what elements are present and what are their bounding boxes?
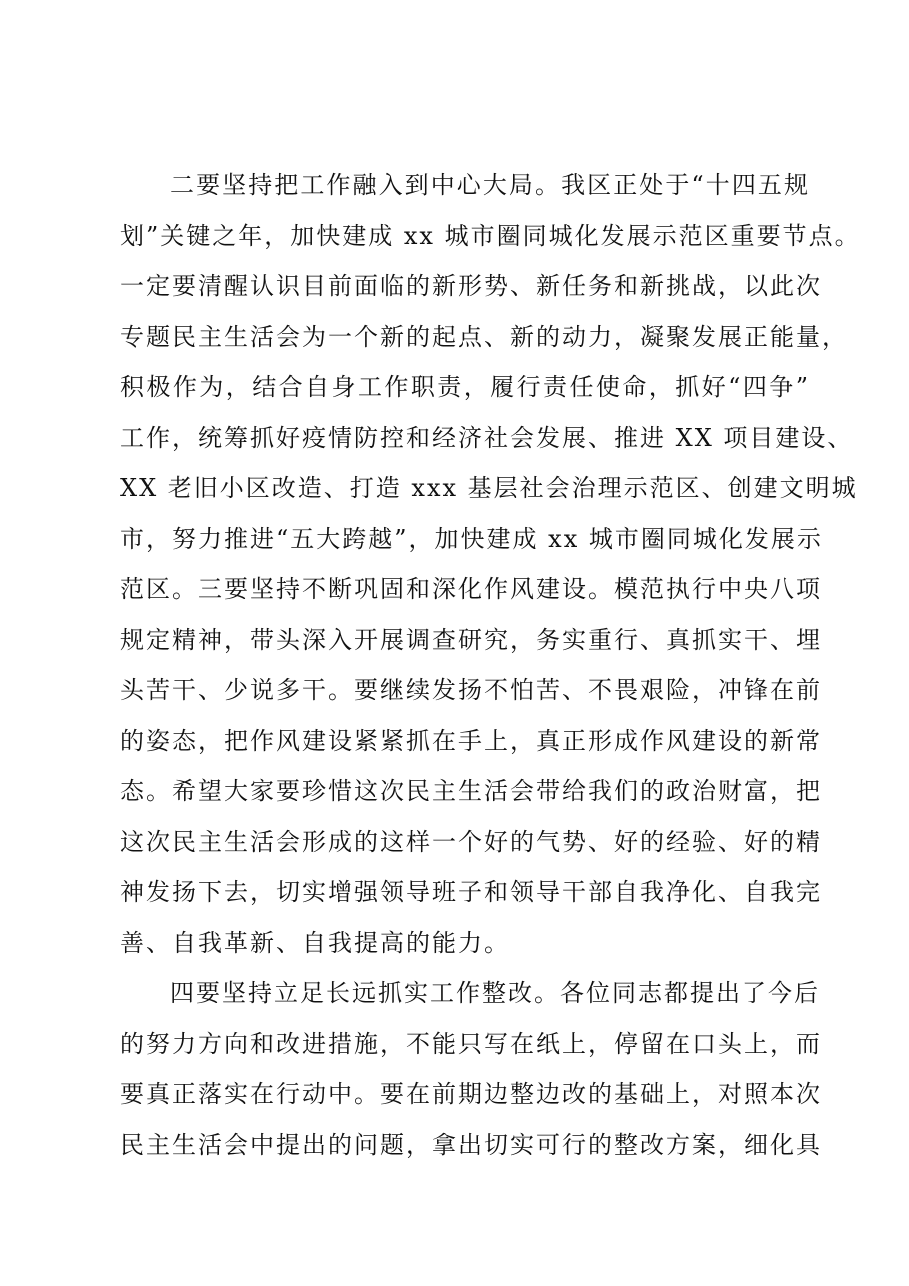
text-line: 要真正落实在行动中。要在前期边整边改的基础上，对照本次	[120, 1080, 822, 1108]
text-line: 善、自我革新、自我提高的能力。	[120, 928, 510, 957]
text-line: 范区。三要坚持不断巩固和深化作风建设。模范执行中央八项	[120, 575, 822, 603]
text-line: 这次民主生活会形成的这样一个好的气势、好的经验、好的精	[120, 827, 822, 856]
text-line: 神发扬下去，切实增强领导班子和领导干部自我净化、自我完	[120, 878, 822, 906]
text-line: 市，努力推进“五大跨越”，加快建成 xx 城市圈同城化发展示	[120, 524, 823, 553]
text-line: 一定要清醒认识目前面临的新形势、新任务和新挑战，以此次	[120, 272, 822, 300]
text-line: 积极作为，结合自身工作职责，履行责任使命，抓好“四争”	[120, 373, 810, 401]
paragraph-2	[120, 968, 822, 1170]
text-line: 划”关键之年，加快建成 xx 城市圈同城化发展示范区重要节点。	[120, 221, 861, 250]
paragraph-1	[120, 160, 861, 968]
text-line: 头苦干、少说多干。要继续发扬不怕苦、不畏艰险，冲锋在前	[120, 676, 822, 704]
text-line: 的努力方向和改进措施，不能只写在纸上，停留在口头上，而	[120, 1029, 822, 1058]
text-line: 四要坚持立足长远抓实工作整改。各位同志都提出了今后	[170, 979, 820, 1007]
text-line: 专题民主生活会为一个新的起点、新的动力，凝聚发展正能量，	[120, 322, 848, 351]
body-text	[120, 160, 861, 1170]
text-line: 规定精神，带头深入开展调查研究，务实重行、真抓实干、埋	[120, 625, 822, 654]
text-line: 民主生活会中提出的问题，拿出切实可行的整改方案，细化具	[120, 1130, 822, 1159]
text-line: 工作，统筹抓好疫情防控和经济社会发展、推进 XX 项目建设、	[120, 423, 854, 452]
text-line: 态。希望大家要珍惜这次民主生活会带给我们的政治财富，把	[120, 777, 822, 805]
text-line: XX 老旧小区改造、打造 xxx 基层社会治理示范区、创建文明城	[120, 474, 858, 502]
text-line: 二要坚持把工作融入到中心大局。我区正处于“十四五规	[170, 171, 810, 199]
text-line: 的姿态，把作风建设紧紧抓在手上，真正形成作风建设的新常	[120, 726, 822, 755]
